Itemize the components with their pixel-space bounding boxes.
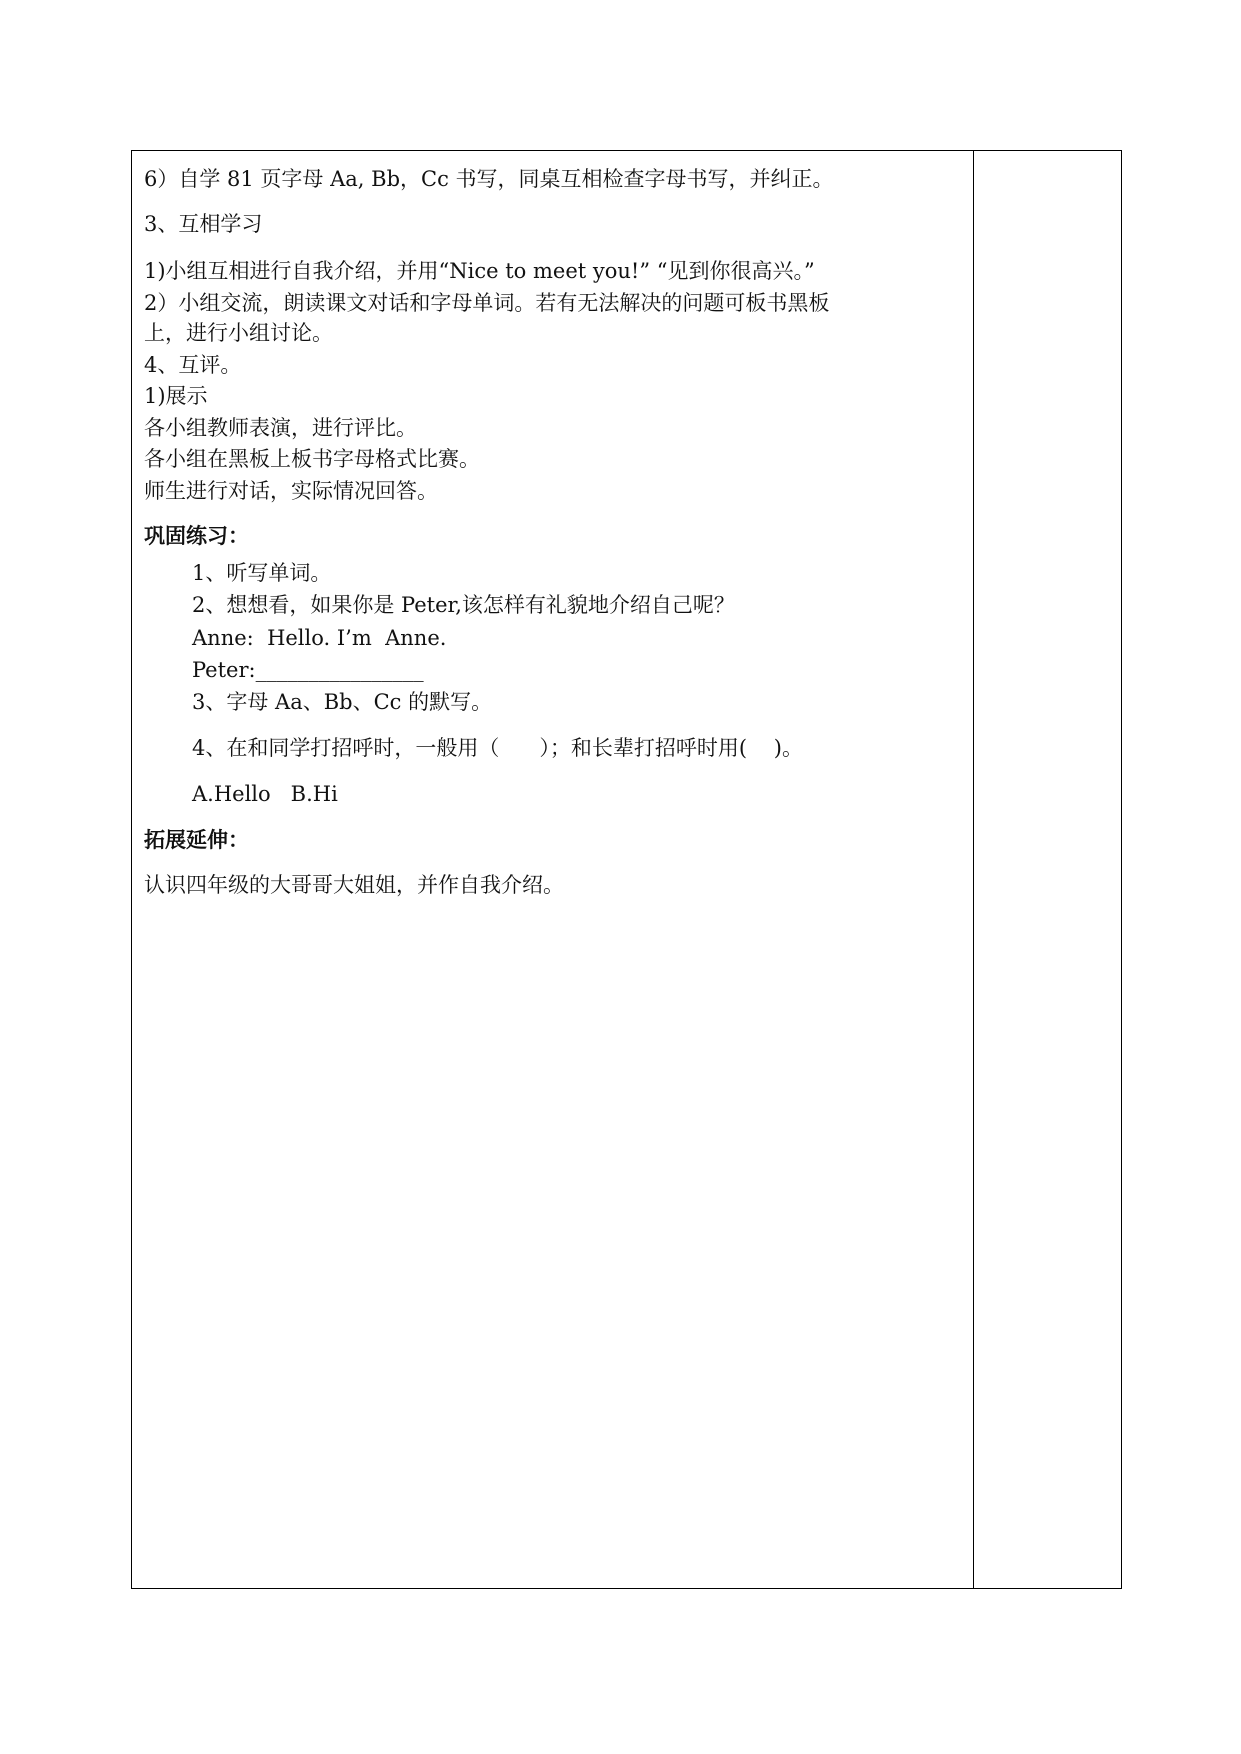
exercise-heading: 巩固练习：: [144, 524, 249, 548]
section-mutual-evaluation: 4、互评。: [144, 353, 242, 377]
group-intro-line: 1)小组互相进行自我介绍，并用“Nice to meet you!” “见到你很高兴。”: [144, 259, 815, 283]
exercise-options: A.Hello B.Hi: [192, 782, 338, 806]
extension-heading: 拓展延伸：: [144, 828, 249, 852]
extension-text: 认识四年级的大哥哥大姐姐，并作自我介绍。: [144, 873, 564, 897]
dialogue-line: 师生进行对话，实际情况回答。: [144, 479, 438, 503]
group-discussion-line: 2）小组交流，朗读课文对话和字母单词。若有无法解决的问题可板书黑板: [144, 291, 830, 315]
exercise-item: 1、听写单词。: [192, 561, 332, 585]
exercise-item: Anne: Hello. I’m Anne.: [192, 626, 447, 650]
exercise-item: 3、字母 Aa、Bb、Cc 的默写。: [192, 690, 493, 714]
exercise-item: 4、在和同学打招呼时，一般用（ ）；和长辈打招呼时用( )。: [192, 736, 803, 760]
step-6-self-study: 6）自学 81 页字母 Aa, Bb，Cc 书写，同桌互相检查字母书写，并纠正。: [144, 167, 834, 191]
exercise-item: Peter:________________: [192, 658, 424, 682]
display-line: 1)展示: [144, 384, 208, 408]
performance-line: 各小组教师表演，进行评比。: [144, 416, 417, 440]
exercise-item: 2、想想看，如果你是 Peter,该怎样有礼貌地介绍自己呢？: [192, 593, 735, 617]
column-divider: [973, 151, 974, 1588]
group-discussion-cont: 上，进行小组讨论。: [144, 321, 333, 345]
notes-column: [975, 151, 1121, 1588]
blackboard-contest-line: 各小组在黑板上板书字母格式比赛。: [144, 447, 480, 471]
lesson-table: [131, 150, 1122, 1589]
section-mutual-learning: 3、互相学习: [144, 212, 263, 236]
